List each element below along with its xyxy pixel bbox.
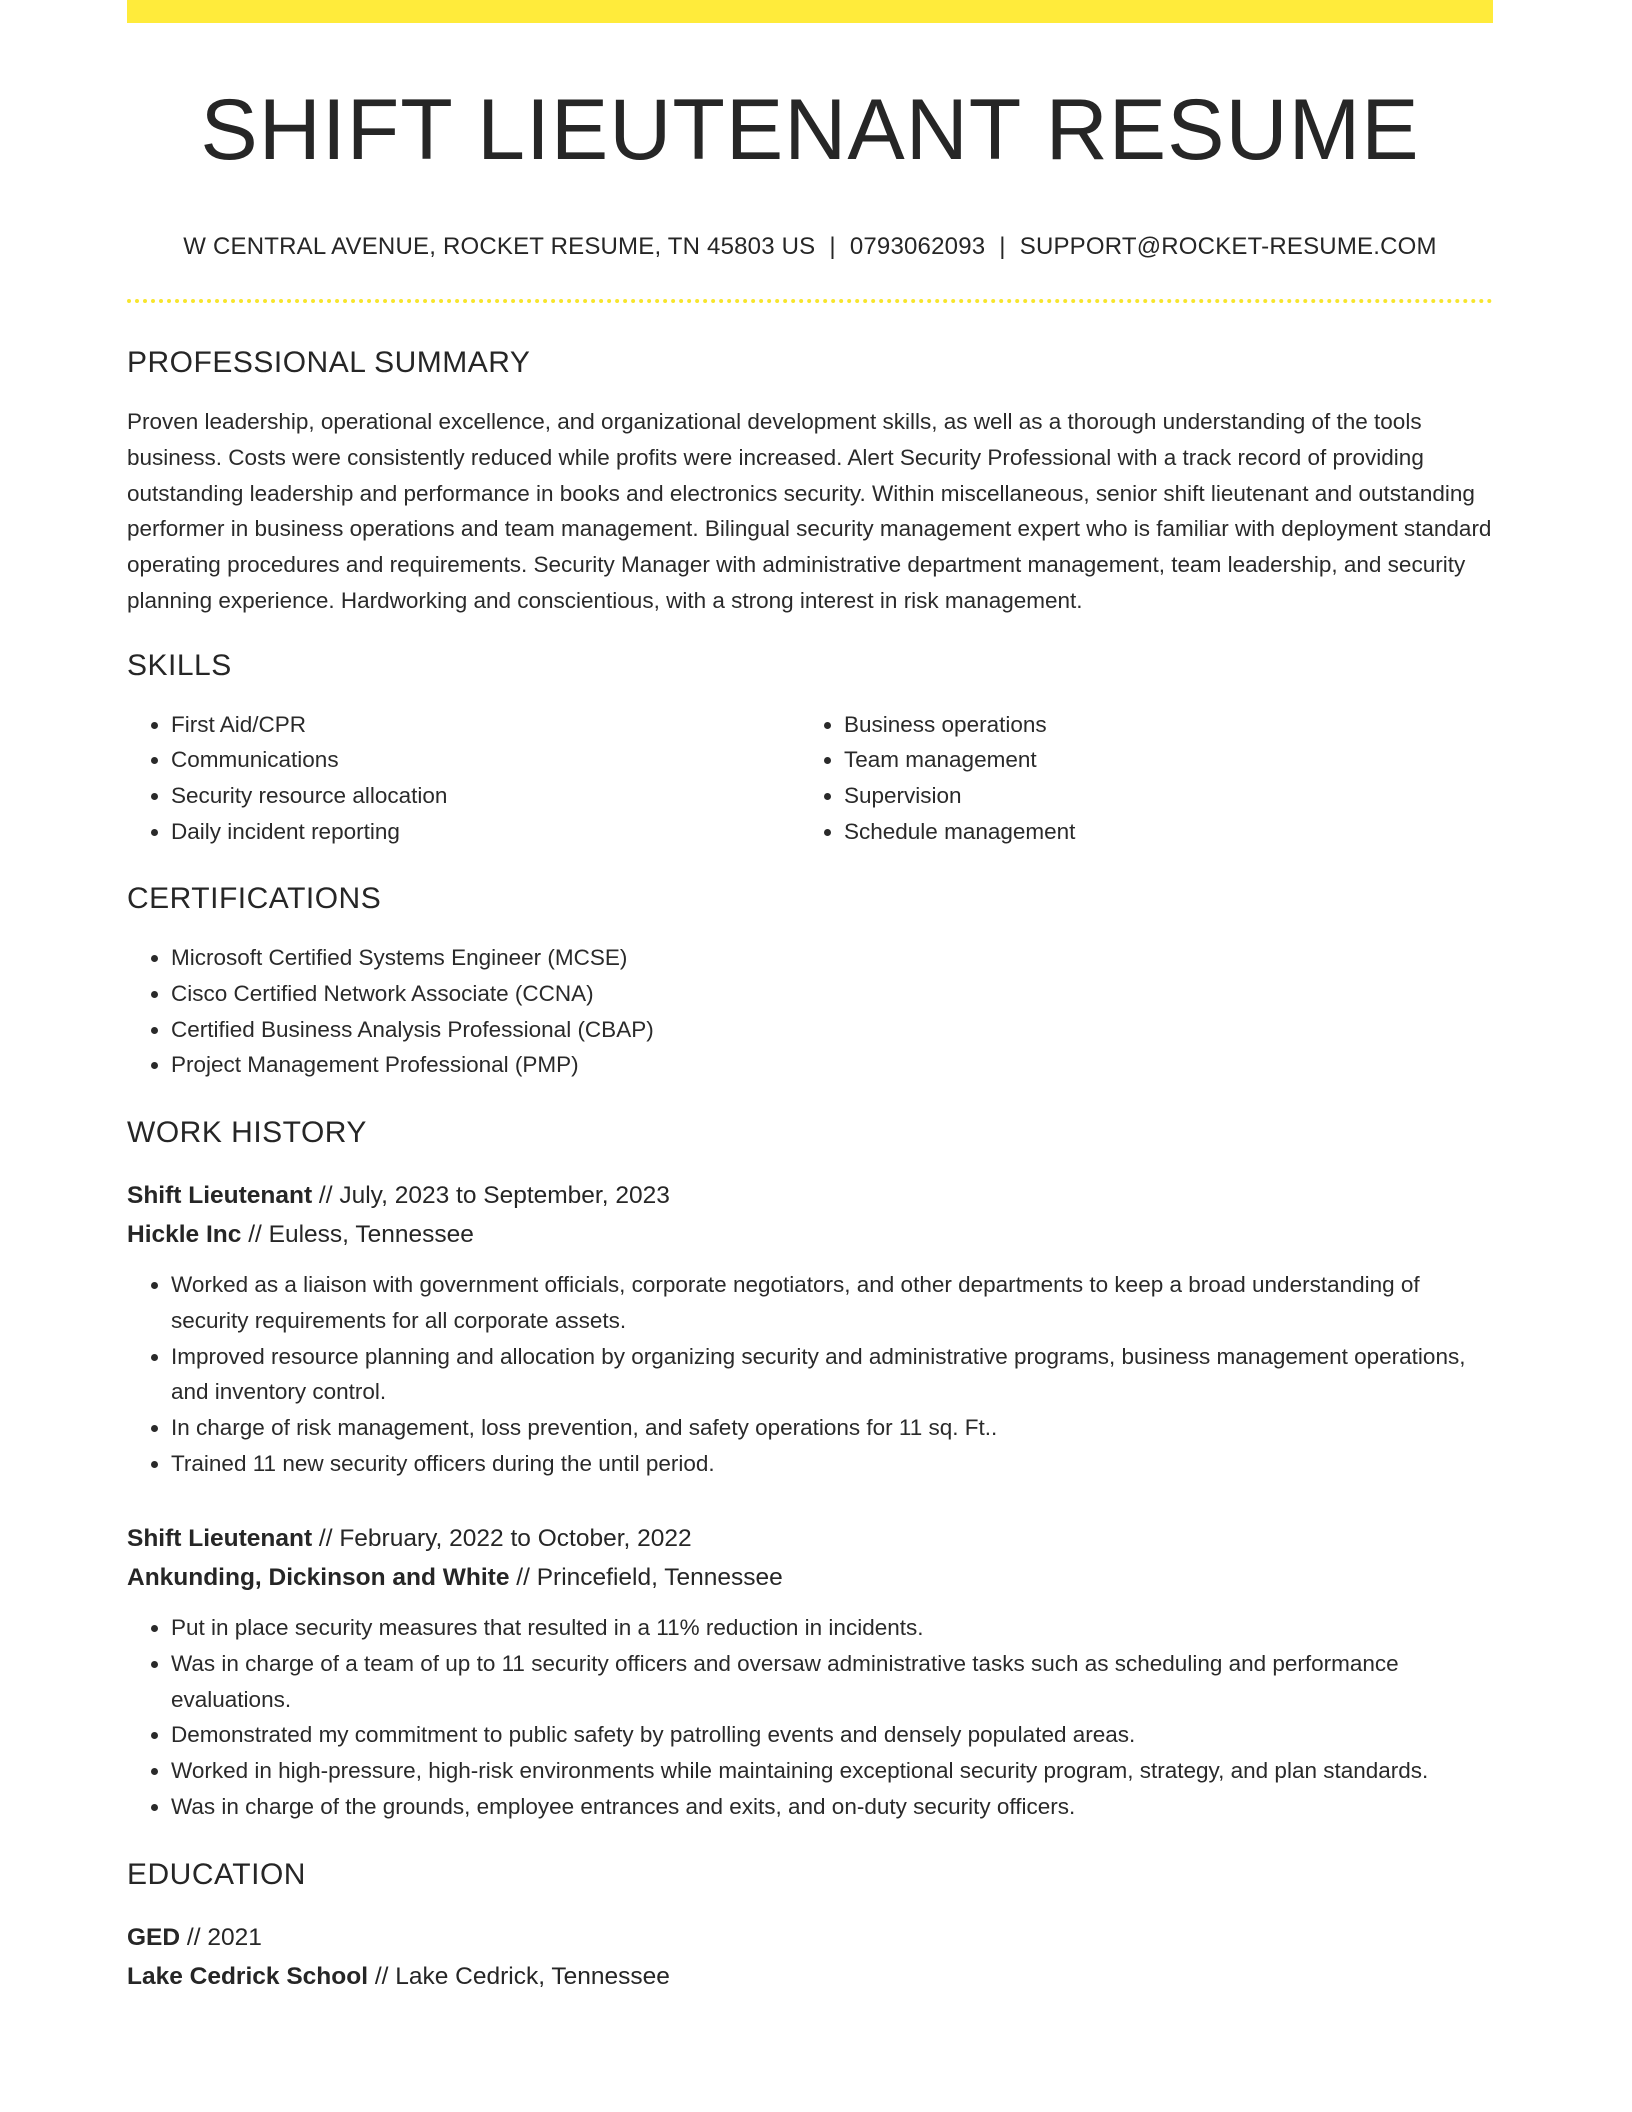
job-title-line <box>127 1519 1493 1558</box>
education-year: // 2021 <box>180 1923 262 1951</box>
job-entry <box>127 1519 1493 1824</box>
education-degree: GED <box>127 1923 181 1951</box>
dotted-divider <box>127 299 1493 303</box>
skill-item: • Daily incident reporting <box>171 814 800 850</box>
job-location: // Euless, Tennessee <box>241 1221 474 1249</box>
job-role: Shift Lieutenant <box>127 1525 313 1553</box>
job-company: Hickle Inc <box>127 1221 242 1249</box>
job-company-line <box>127 1558 1493 1597</box>
job-bullet: • Improved resource planning and allocation by organizing security and administrative programs, business management operations, and inventory control. <box>171 1339 1493 1410</box>
job-company-line <box>127 1215 1493 1254</box>
job-bullet: • Worked as a liaison with government officials, corporate negotiators, and other departments to keep a broad understanding of security requirements for all corporate assets. <box>171 1267 1493 1338</box>
skills-heading: SKILLS <box>127 648 232 682</box>
job-bullet: • In charge of risk management, loss prevention, and safety operations for 11 sq. Ft.. <box>171 1410 1493 1446</box>
education-location: // Lake Cedrick, Tennessee <box>368 1962 670 1990</box>
education-entry <box>127 1918 1493 1996</box>
resume-name: SHIFT LIEUTENANT RESUME <box>200 82 1420 178</box>
skill-item: • Supervision <box>844 778 1473 814</box>
certifications-list <box>127 940 1493 1083</box>
resume-content <box>127 0 1493 1996</box>
certification-item: • Certified Business Analysis Professional (CBAP) <box>171 1012 1493 1048</box>
skills-list-left <box>127 707 800 850</box>
education-heading: EDUCATION <box>127 1857 306 1891</box>
skill-item: • Business operations <box>844 707 1473 743</box>
job-bullet: • Worked in high-pressure, high-risk environments while maintaining exceptional security program, strategy, and plan standards. <box>171 1753 1493 1789</box>
job-bullet: • Trained 11 new security officers during the until period. <box>171 1446 1493 1482</box>
contact-email: SUPPORT@ROCKET-RESUME.COM <box>1019 233 1437 261</box>
education-degree-line <box>127 1918 1493 1957</box>
summary-heading: PROFESSIONAL SUMMARY <box>127 346 531 380</box>
contact-line <box>127 233 1493 261</box>
certification-item: • Microsoft Certified Systems Engineer (MCSE) <box>171 940 1493 976</box>
skill-item: • First Aid/CPR <box>171 707 800 743</box>
job-bullet: • Put in place security measures that resulted in a 11% reduction in incidents. <box>171 1610 1493 1646</box>
skill-item: • Schedule management <box>844 814 1473 850</box>
job-location: // Princefield, Tennessee <box>509 1564 783 1592</box>
skills-column-right <box>800 707 1473 850</box>
contact-separator: | <box>829 233 836 261</box>
job-title-line <box>127 1176 1493 1215</box>
job-bullet: • Demonstrated my commitment to public safety by patrolling events and densely populated areas. <box>171 1717 1493 1753</box>
job-bullet: • Was in charge of the grounds, employee entrances and exits, and on-duty security officers. <box>171 1789 1493 1825</box>
skills-list-right <box>800 707 1473 850</box>
skill-item: • Communications <box>171 742 800 778</box>
job-bullet: • Was in charge of a team of up to 11 security officers and oversaw administrative tasks such as scheduling and performance evaluations. <box>171 1646 1493 1717</box>
skills-column-left <box>127 707 800 850</box>
certification-item: • Project Management Professional (PMP) <box>171 1047 1493 1083</box>
certifications-heading: CERTIFICATIONS <box>127 882 382 916</box>
skill-item: • Security resource allocation <box>171 778 800 814</box>
accent-top-bar <box>127 0 1493 23</box>
job-role: Shift Lieutenant <box>127 1182 313 1210</box>
job-bullet-list <box>127 1610 1493 1824</box>
skills-grid <box>127 707 1493 850</box>
job-bullet-list <box>127 1267 1493 1481</box>
job-entry <box>127 1176 1493 1481</box>
job-dates: // July, 2023 to September, 2023 <box>312 1182 670 1210</box>
contact-separator: | <box>999 233 1006 261</box>
summary-paragraph: Proven leadership, operational excellence, and organizational development skills, as well as a thorough understanding of the tools business. Costs were consistently reduced while profits were increased. Alert Security Professional with a track record of providing outstanding leadership and performance in books and electronics security. Within miscellaneous, senior shift lieutenant and outstanding performer in business operations and team management. Bilingual security management expert who is familiar with deployment standard operating procedures and requirements. Security Manager with administrative department management, team leadership, and security planning experience. Hardworking and conscientious, with a strong interest in risk management. <box>127 409 1492 613</box>
certification-item: • Cisco Certified Network Associate (CCNA) <box>171 976 1493 1012</box>
contact-address: W CENTRAL AVENUE, ROCKET RESUME, TN 45803 US <box>183 233 816 261</box>
job-company: Ankunding, Dickinson and White <box>127 1564 510 1592</box>
skill-item: • Team management <box>844 742 1473 778</box>
education-school-line <box>127 1957 1493 1996</box>
contact-phone: 0793062093 <box>849 233 986 261</box>
work-history-heading: WORK HISTORY <box>127 1116 367 1150</box>
education-school: Lake Cedrick School <box>127 1962 369 1990</box>
job-dates: // February, 2022 to October, 2022 <box>312 1525 692 1553</box>
